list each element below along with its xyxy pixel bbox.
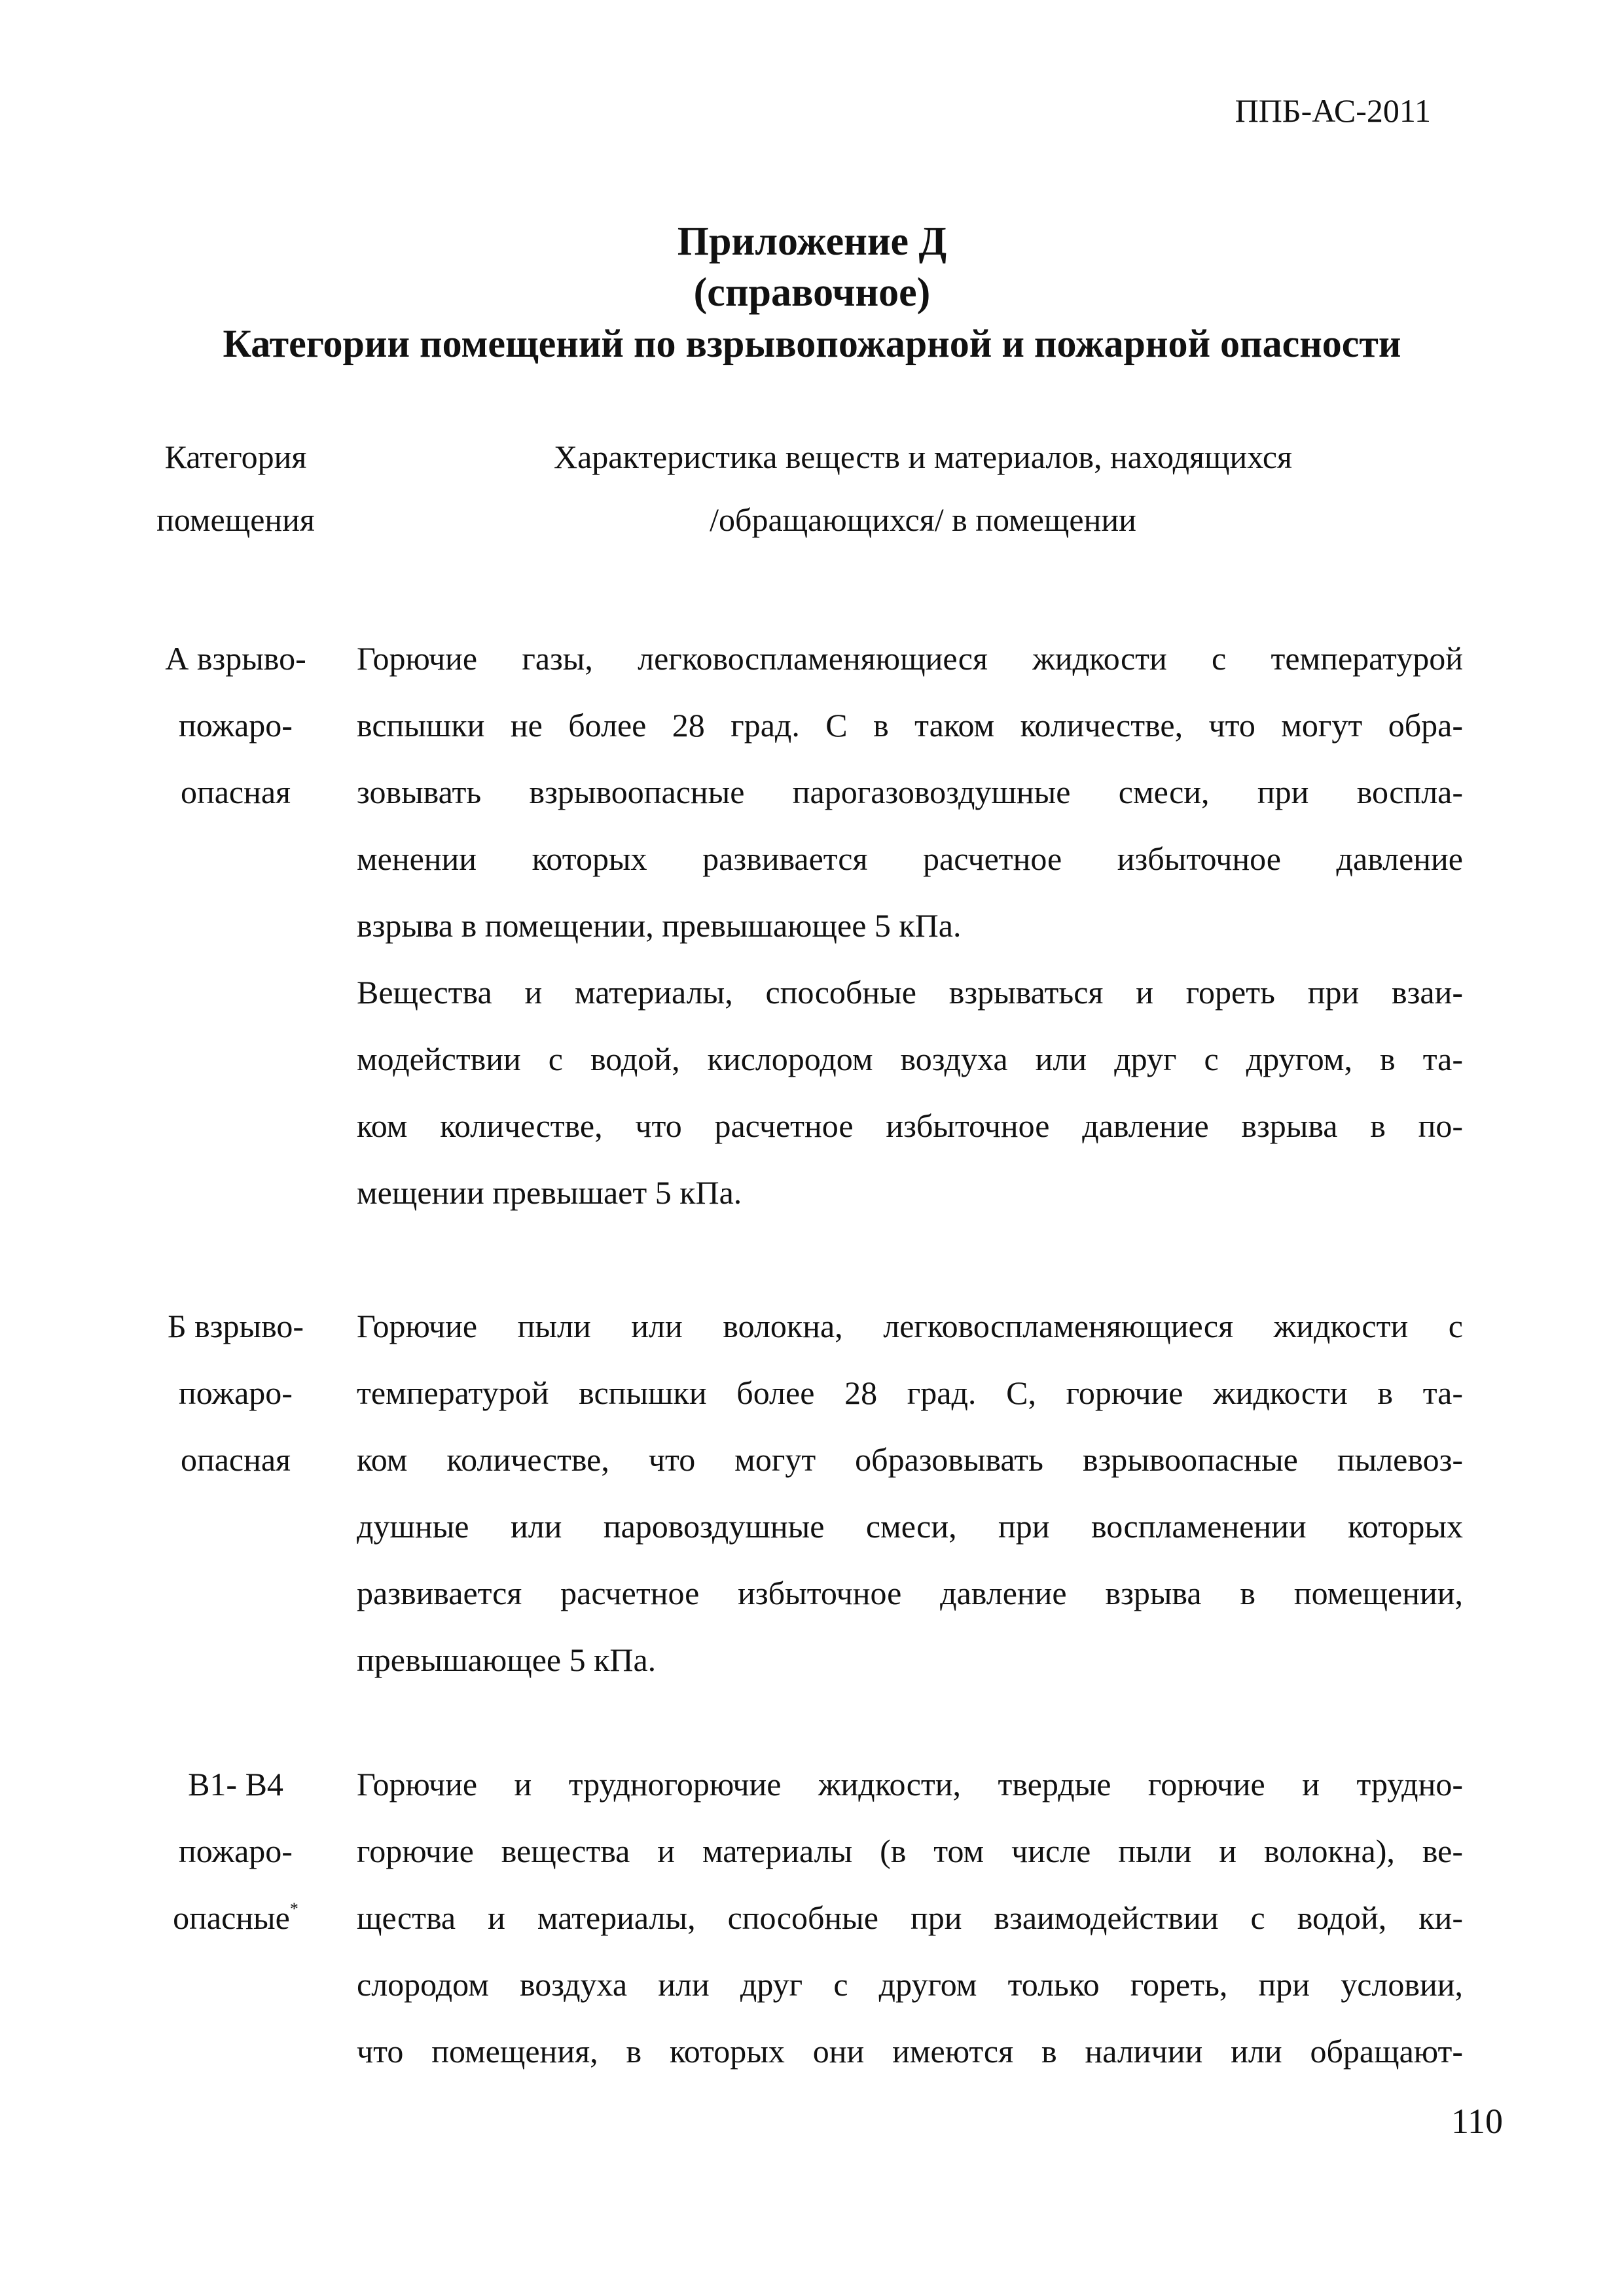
appendix-subtitle: (справочное) [693, 270, 931, 315]
description-cell-a: Горючие газы, легковоспламеняющиеся жидкости с температурой вспышки не более 28 град. С в таком количестве, что могут обра- зовывать взрывоопасные парогазовоздушные смеси, при воспла- менении которых развивается расчетное избыточное давление взрыва в помещении, превышающее 5 кПа. Вещества и материалы, способные взрываться и гореть при взаи- модействии с водой, кислородом воздуха или друг с другом, в та- ком количестве, что расчетное избыточное давление взрыва в по- мещении превышает 5 кПа. [357, 640, 1463, 1211]
page-number: 110 [1451, 2102, 1503, 2141]
description-cell-b: Горючие пыли или волокна, легковоспламеняющиеся жидкости с температурой вспышки более 28 град. С, горючие жидкости в та- ком количестве, что могут образовывать взрывоопасные пылевоз- душные или паровоздушные смеси, при воспламенении которых развивается расчетное избыточное давление взрыва в помещении, превышающее 5 кПа. [357, 1308, 1463, 1678]
category-cell-v1-v4: В1- В4 пожаро- опасные* [173, 1766, 298, 1936]
footnote-mark: * [289, 1899, 298, 1918]
appendix-title: Приложение Д [677, 219, 947, 264]
column-header-description: Характеристика веществ и материалов, находящихся /обращающихся/ в помещении [553, 439, 1293, 538]
category-cell-a: А взрыво- пожаро- опасная [165, 640, 306, 810]
appendix-heading: Категории помещений по взрывопожарной и пожарной опасности [223, 322, 1401, 365]
column-header-category: Категория помещения [156, 439, 315, 538]
document-code: ППБ-АС-2011 [1235, 92, 1431, 129]
category-cell-b: Б взрыво- пожаро- опасная [167, 1308, 304, 1478]
appendix-title-block [0, 216, 1624, 369]
description-cell-v1-v4: Горючие и трудногорючие жидкости, твердые горючие и трудно- горючие вещества и материалы (в том числе пыли и волокна), ве- щества и материалы, способные при взаимодействии с водой, ки- слородом воздуха или друг с другом только гореть, при условии, что помещения, в которых они имеются в наличии или обращают- [357, 1766, 1463, 2070]
